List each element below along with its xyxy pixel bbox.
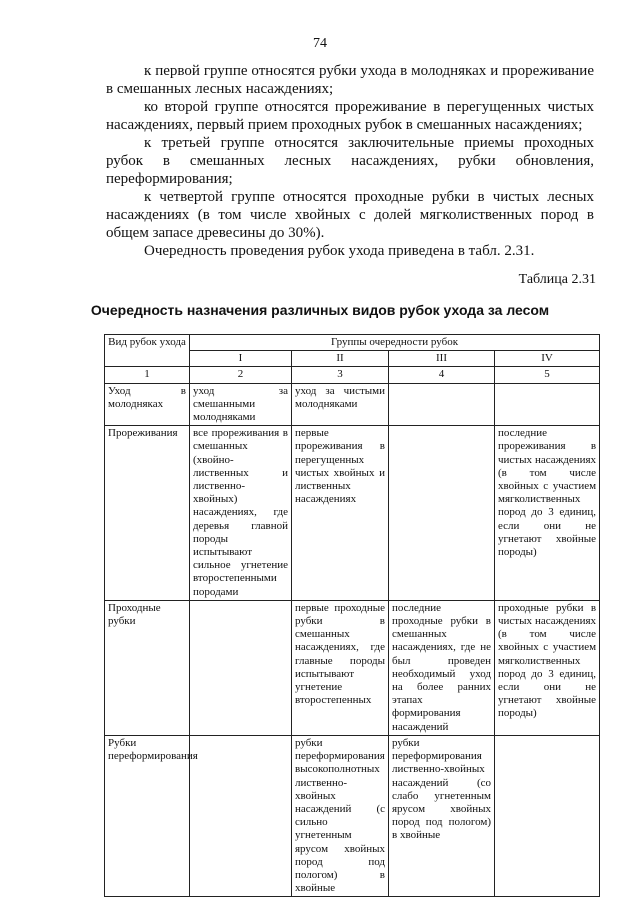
group-label: IV bbox=[495, 351, 600, 367]
row-type: Рубки переформирования bbox=[105, 735, 190, 896]
page-number: 74 bbox=[313, 36, 327, 51]
table-cell: первые прореживания в перегущенных чистых хвойных и лиственных насаждениях bbox=[292, 426, 389, 601]
table-cell: рубки переформирования высокополнотных лиственно-хвойных насаждений (с сильно угнетенным ярусом хвойных пород под пологом) в хвойные bbox=[292, 735, 389, 896]
column-number: 5 bbox=[495, 367, 600, 383]
table-row bbox=[105, 426, 600, 601]
table-cell bbox=[495, 735, 600, 896]
header-groups: Группы очередности рубок bbox=[190, 335, 600, 351]
table-cell bbox=[495, 383, 600, 426]
table-cell: проходные рубки в чистых насаждениях (в том числе хвойных с участием мягколиственных пород до 3 единиц, если они не угнетают хвойные породы) bbox=[495, 600, 600, 735]
table-cell: уход за чистыми молодняками bbox=[292, 383, 389, 426]
group-label: II bbox=[292, 351, 389, 367]
row-type: Проходные рубки bbox=[105, 600, 190, 735]
row-type: Прореживания bbox=[105, 426, 190, 601]
header-type: Вид рубок ухода bbox=[105, 335, 190, 367]
paragraph: ко второй группе относятся прореживание в перегущенных чистых насаждениях, первый прием проходных рубок в смешанных насаждениях; bbox=[106, 99, 594, 133]
cutting-order-table bbox=[104, 334, 600, 897]
table-title: Очередность назначения различных видов рубок ухода за лесом bbox=[90, 302, 550, 318]
column-number: 2 bbox=[190, 367, 292, 383]
table-row bbox=[105, 600, 600, 735]
table-cell bbox=[190, 735, 292, 896]
paragraph: Очередность проведения рубок ухода приведена в табл. 2.31. bbox=[144, 243, 535, 259]
body-text bbox=[106, 62, 594, 260]
table-cell: последние прореживания в чистых насаждениях (в том числе хвойных с участием мягколиственных пород до 3 единиц, если они не угнетают хвойные породы) bbox=[495, 426, 600, 601]
table-cell: уход за смешанными молодняками bbox=[190, 383, 292, 426]
column-number: 3 bbox=[292, 367, 389, 383]
paragraph: к первой группе относятся рубки ухода в молодняках и прореживание в смешанных лесных насаждениях; bbox=[106, 63, 594, 97]
table-cell: последние проходные рубки в смешанных насаждениях, где не был проведен необходимый уход на более ранних этапах формирования насаждений bbox=[389, 600, 495, 735]
group-label: III bbox=[389, 351, 495, 367]
table-row bbox=[105, 735, 600, 896]
paragraph: к третьей группе относятся заключительные приемы проходных рубок в смешанных лесных насаждениях, рубки обновления, переформирования; bbox=[106, 135, 594, 187]
table-caption: Таблица 2.31 bbox=[518, 272, 596, 287]
table-row bbox=[105, 383, 600, 426]
table-cell bbox=[389, 426, 495, 601]
table-cell: первые проходные рубки в смешанных насаждениях, где главные породы испытывают угнетение второстепенных bbox=[292, 600, 389, 735]
table-cell bbox=[190, 600, 292, 735]
table-cell: рубки переформирования лиственно-хвойных насаждений (со слабо угнетенным ярусом хвойных пород под пологом) в хвойные bbox=[389, 735, 495, 896]
column-number: 4 bbox=[389, 367, 495, 383]
table-cell bbox=[389, 383, 495, 426]
group-label: I bbox=[190, 351, 292, 367]
row-type: Уход в молодняках bbox=[105, 383, 190, 426]
paragraph: к четвертой группе относятся проходные рубки в чистых лесных насаждениях (в том числе хвойных с долей мягколиственных пород в общем запасе древесины до 30%). bbox=[106, 189, 594, 241]
table-cell: все прореживания в смешанных (хвойно-лиственных и лиственно-хвойных) насаждениях, где деревья главной породы испытывают сильное угнетение второстепенными породами bbox=[190, 426, 292, 601]
column-number: 1 bbox=[105, 367, 190, 383]
